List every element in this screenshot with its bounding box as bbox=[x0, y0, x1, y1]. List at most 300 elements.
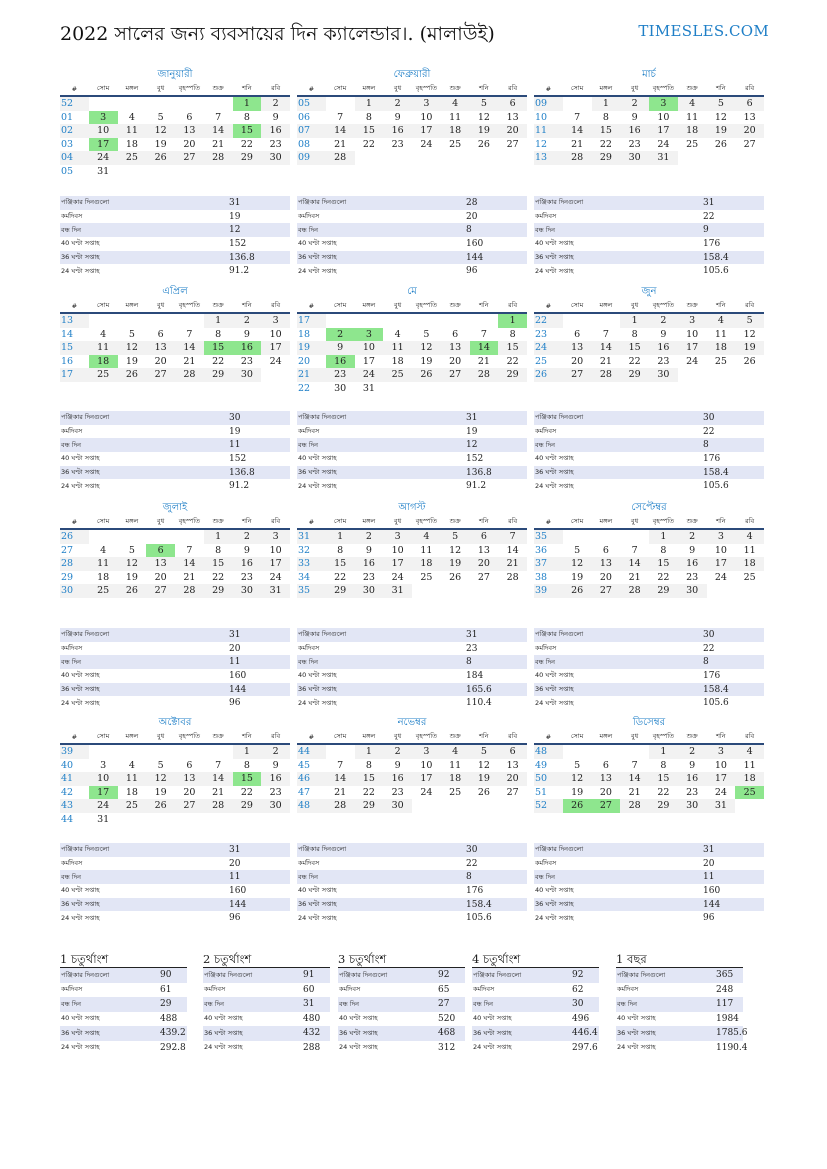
week-number: 48 bbox=[534, 744, 563, 759]
weekday-header: বৃহস্পতি bbox=[649, 515, 678, 529]
day-cell: 13 bbox=[175, 772, 204, 786]
day-cell: 12 bbox=[118, 557, 147, 571]
weekday-header: বুধ bbox=[620, 299, 649, 313]
day-cell: 13 bbox=[743, 111, 756, 123]
day-cell: 3 bbox=[261, 313, 290, 328]
day-cell: 28 bbox=[204, 799, 233, 813]
quarter-title: 4 চতুর্থাংশ bbox=[472, 951, 599, 968]
stat-value: 22 bbox=[466, 858, 478, 869]
stat-label: 36 ঘণ্টা সপ্তাহ bbox=[60, 683, 228, 697]
week-number: 19 bbox=[297, 341, 326, 355]
stat-row bbox=[534, 857, 764, 871]
week-number: 31 bbox=[297, 529, 326, 544]
week-number: 18 bbox=[298, 328, 311, 340]
week-number: 16 bbox=[61, 355, 74, 367]
week-number: 39 bbox=[60, 744, 89, 759]
week-row bbox=[297, 341, 527, 355]
day-cell: 19 bbox=[470, 772, 499, 786]
week-number: 11 bbox=[534, 124, 563, 138]
month-stats bbox=[297, 843, 527, 925]
stat-value: 136.8 bbox=[465, 466, 527, 480]
stat-value: 11 bbox=[228, 655, 290, 669]
day-cell: 17 bbox=[707, 557, 736, 571]
weekday-header: শুক্র bbox=[678, 730, 707, 744]
stat-value: 105.6 bbox=[466, 913, 492, 924]
day-cell: 24 bbox=[686, 355, 699, 367]
day-cell: 23 bbox=[240, 355, 253, 367]
month-calendar bbox=[297, 716, 527, 813]
week-row bbox=[534, 313, 764, 328]
stat-label: কর্মদিবস bbox=[61, 212, 83, 221]
stat-row bbox=[534, 642, 764, 656]
day-cell: 8 bbox=[660, 759, 667, 771]
day-cell: 29 bbox=[649, 799, 678, 813]
day-cell bbox=[355, 313, 384, 328]
day-cell bbox=[118, 744, 147, 759]
week-number: 39 bbox=[534, 584, 563, 598]
day-cell: 18 bbox=[441, 772, 470, 786]
day-cell bbox=[470, 584, 499, 598]
stat-value: 20 bbox=[229, 858, 241, 869]
day-cell bbox=[470, 382, 499, 396]
day-cell: 28 bbox=[620, 584, 649, 598]
day-cell: 5 bbox=[128, 328, 135, 340]
stat-row bbox=[60, 1041, 187, 1056]
stat-label: পঞ্জিকার দিনগুলো bbox=[60, 196, 228, 210]
week-row bbox=[60, 151, 290, 165]
day-cell bbox=[735, 151, 764, 165]
weekday-header: # bbox=[534, 82, 563, 96]
week-number: 38 bbox=[535, 571, 548, 583]
stat-label: বন্ধ দিন bbox=[297, 870, 465, 884]
day-cell: 13 bbox=[506, 759, 519, 771]
stat-row bbox=[60, 438, 290, 452]
stat-row bbox=[472, 997, 599, 1012]
weekday-header: সোম bbox=[89, 82, 118, 96]
stat-label: কর্মদিবস bbox=[339, 985, 361, 994]
day-cell: 23 bbox=[362, 571, 375, 583]
stat-row bbox=[60, 264, 290, 278]
holiday-day-cell: 3 bbox=[89, 111, 118, 125]
day-cell: 21 bbox=[599, 355, 612, 367]
stat-label: কর্মদিবস bbox=[298, 427, 320, 436]
day-cell bbox=[204, 96, 233, 111]
day-cell: 10 bbox=[391, 544, 404, 556]
day-cell: 23 bbox=[240, 571, 253, 583]
day-cell: 13 bbox=[441, 341, 470, 355]
day-cell: 8 bbox=[215, 544, 222, 556]
day-cell: 29 bbox=[355, 799, 384, 813]
stat-row bbox=[203, 1026, 330, 1041]
month-stats bbox=[297, 411, 527, 493]
stat-row bbox=[60, 411, 290, 425]
weekday-header: বুধ bbox=[620, 515, 649, 529]
week-row bbox=[297, 557, 527, 571]
stat-label: বন্ধ দিন bbox=[297, 438, 465, 452]
stat-label: 36 ঘণ্টা সপ্তাহ bbox=[60, 1026, 159, 1041]
day-cell: 18 bbox=[707, 341, 736, 355]
week-number: 17 bbox=[60, 368, 89, 382]
holiday-day-cell: 16 bbox=[326, 355, 355, 369]
stat-value: 22 bbox=[703, 643, 715, 654]
stat-label: 36 ঘণ্টা সপ্তাহ bbox=[203, 1026, 302, 1041]
day-cell: 9 bbox=[660, 328, 667, 340]
week-number: 44 bbox=[61, 813, 74, 825]
week-number: 21 bbox=[297, 368, 326, 382]
day-cell: 12 bbox=[477, 111, 490, 123]
day-cell bbox=[441, 799, 470, 813]
stat-label: 40 ঘণ্টা সপ্তাহ bbox=[298, 671, 337, 680]
day-cell: 10 bbox=[657, 111, 670, 123]
stat-value: 92 bbox=[437, 968, 465, 983]
day-cell: 20 bbox=[571, 355, 584, 367]
day-cell: 4 bbox=[441, 744, 470, 759]
day-cell bbox=[204, 813, 233, 827]
stat-row bbox=[534, 223, 764, 237]
week-number: 01 bbox=[61, 111, 74, 123]
day-cell bbox=[707, 584, 736, 598]
day-cell: 14 bbox=[204, 772, 233, 786]
day-cell: 25 bbox=[714, 355, 727, 367]
month-name: মার্চ bbox=[642, 69, 656, 80]
weekday-header: মঙ্গল bbox=[118, 730, 147, 744]
day-cell: 30 bbox=[261, 151, 290, 165]
day-cell: 23 bbox=[686, 571, 699, 583]
day-cell: 11 bbox=[743, 759, 756, 771]
stat-row bbox=[60, 210, 290, 224]
weekday-header: বৃহস্পতি bbox=[175, 730, 204, 744]
day-cell bbox=[735, 799, 764, 813]
weekday-header: বুধ bbox=[383, 299, 412, 313]
stat-label: 40 ঘণ্টা সপ্তাহ bbox=[204, 1014, 243, 1023]
stat-value: 110.4 bbox=[466, 698, 492, 709]
month-name: অক্টোবর bbox=[158, 717, 192, 728]
stat-value: 31 bbox=[465, 411, 527, 425]
day-cell: 20 bbox=[599, 786, 612, 798]
day-cell bbox=[146, 96, 175, 111]
day-cell: 24 bbox=[269, 571, 282, 583]
day-cell bbox=[326, 313, 355, 328]
day-cell bbox=[735, 368, 764, 382]
day-cell bbox=[146, 165, 175, 179]
month-table bbox=[534, 515, 764, 598]
stat-row bbox=[60, 857, 290, 871]
weekday-header: শুক্র bbox=[441, 299, 470, 313]
week-row bbox=[60, 544, 290, 558]
stat-value: 90 bbox=[159, 968, 187, 983]
stat-label: 36 ঘণ্টা সপ্তাহ bbox=[534, 898, 702, 912]
brand-link[interactable]: TIMESLES.COM bbox=[638, 22, 769, 40]
month-table bbox=[297, 82, 527, 165]
day-cell: 21 bbox=[334, 786, 347, 798]
week-number: 34 bbox=[298, 571, 311, 583]
stat-value: 60 bbox=[303, 984, 315, 995]
week-row bbox=[534, 341, 764, 355]
weekday-header: সোম bbox=[326, 82, 355, 96]
day-cell: 22 bbox=[212, 571, 225, 583]
stat-row bbox=[534, 870, 764, 884]
month-stats bbox=[534, 411, 764, 493]
weekday-header: বুধ bbox=[146, 82, 175, 96]
stat-value: 29 bbox=[159, 997, 187, 1012]
day-cell: 4 bbox=[735, 744, 764, 759]
weekday-header: বৃহস্পতি bbox=[649, 299, 678, 313]
week-number: 22 bbox=[534, 313, 563, 328]
day-cell: 23 bbox=[391, 786, 404, 798]
stat-value: 19 bbox=[466, 426, 478, 437]
day-cell: 18 bbox=[735, 772, 764, 786]
stat-row bbox=[534, 251, 764, 265]
day-cell: 18 bbox=[678, 124, 707, 138]
week-number: 45 bbox=[298, 759, 311, 771]
day-cell: 14 bbox=[620, 557, 649, 571]
stat-label: পঞ্জিকার দিনগুলো bbox=[60, 411, 228, 425]
day-cell: 27 bbox=[175, 151, 204, 165]
stat-value: 20 bbox=[703, 858, 715, 869]
stat-label: 36 ঘণ্টা সপ্তাহ bbox=[297, 466, 465, 480]
week-row bbox=[534, 355, 764, 369]
day-cell: 14 bbox=[506, 544, 519, 556]
stat-row bbox=[60, 1026, 187, 1041]
weekday-header: # bbox=[60, 515, 89, 529]
day-cell: 8 bbox=[365, 111, 372, 123]
day-cell: 25 bbox=[420, 571, 433, 583]
day-cell: 15 bbox=[355, 124, 384, 138]
month-calendar bbox=[60, 501, 290, 598]
stat-value: 136.8 bbox=[228, 466, 290, 480]
stat-row bbox=[534, 843, 764, 857]
day-cell: 10 bbox=[269, 544, 282, 556]
day-cell: 4 bbox=[128, 759, 135, 771]
month-table bbox=[534, 730, 764, 813]
stat-label: 24 ঘণ্টা সপ্তাহ bbox=[535, 698, 574, 707]
stat-value: 432 bbox=[302, 1026, 330, 1041]
day-cell: 28 bbox=[204, 151, 233, 165]
month-calendar bbox=[297, 285, 527, 395]
day-cell: 9 bbox=[243, 544, 250, 556]
week-number: 14 bbox=[61, 328, 74, 340]
holiday-day-cell: 18 bbox=[89, 355, 118, 369]
month-table bbox=[297, 730, 527, 813]
week-number: 41 bbox=[60, 772, 89, 786]
stat-value: 144 bbox=[228, 683, 290, 697]
day-cell bbox=[233, 813, 262, 827]
stat-value: 28 bbox=[465, 196, 527, 210]
weekday-header: মঙ্গল bbox=[592, 515, 621, 529]
stat-label: বন্ধ দিন bbox=[472, 997, 571, 1012]
stat-label: 40 ঘণ্টা সপ্তাহ bbox=[339, 1014, 378, 1023]
stat-value: 160 bbox=[229, 670, 247, 681]
stat-row bbox=[60, 466, 290, 480]
stat-label: বন্ধ দিন bbox=[534, 438, 702, 452]
day-cell: 7 bbox=[631, 759, 638, 771]
weekday-header: # bbox=[297, 515, 326, 529]
month-table bbox=[60, 82, 290, 178]
week-number: 52 bbox=[534, 799, 563, 813]
stat-label: কর্মদিবস bbox=[298, 644, 320, 653]
stat-value: 27 bbox=[437, 997, 465, 1012]
stat-row bbox=[297, 466, 527, 480]
day-cell: 21 bbox=[628, 571, 641, 583]
day-cell: 15 bbox=[326, 557, 355, 571]
stat-label: 40 ঘণ্টা সপ্তাহ bbox=[617, 1014, 656, 1023]
weekday-header: বৃহস্পতি bbox=[412, 730, 441, 744]
day-cell: 26 bbox=[477, 138, 490, 150]
week-number: 47 bbox=[298, 786, 311, 798]
quarter-title: 1 চতুর্থাংশ bbox=[60, 951, 187, 968]
weekday-header: মঙ্গল bbox=[592, 299, 621, 313]
stat-value: 23 bbox=[466, 643, 478, 654]
day-cell: 17 bbox=[261, 341, 290, 355]
day-cell: 17 bbox=[412, 124, 441, 138]
day-cell: 22 bbox=[657, 571, 670, 583]
week-row bbox=[60, 584, 290, 598]
weekday-header: মঙ্গল bbox=[592, 82, 621, 96]
day-cell: 14 bbox=[326, 124, 355, 138]
day-cell: 10 bbox=[686, 328, 699, 340]
month-name: এপ্রিল bbox=[162, 286, 188, 297]
week-number: 30 bbox=[60, 584, 89, 598]
week-number: 37 bbox=[534, 557, 563, 571]
stat-label: বন্ধ দিন bbox=[534, 870, 702, 884]
stat-label: 24 ঘণ্টা সপ্তাহ bbox=[61, 698, 100, 707]
day-cell bbox=[441, 313, 470, 328]
day-cell: 4 bbox=[100, 328, 107, 340]
quarter-block bbox=[203, 951, 330, 1055]
day-cell: 6 bbox=[157, 328, 164, 340]
day-cell: 16 bbox=[355, 557, 384, 571]
week-row bbox=[297, 328, 527, 342]
stat-value: 288 bbox=[303, 1042, 321, 1053]
weekday-header: রবি bbox=[261, 515, 290, 529]
day-cell: 19 bbox=[571, 786, 584, 798]
stat-label: বন্ধ দিন bbox=[534, 655, 702, 669]
month-table bbox=[60, 515, 290, 598]
stat-row bbox=[297, 479, 527, 493]
week-number: 08 bbox=[298, 138, 311, 150]
stat-row bbox=[297, 884, 527, 898]
stat-row bbox=[60, 843, 290, 857]
week-row bbox=[297, 313, 527, 328]
day-cell: 22 bbox=[334, 571, 347, 583]
day-cell: 8 bbox=[215, 328, 222, 340]
day-cell bbox=[470, 151, 499, 165]
day-cell: 1 bbox=[620, 313, 649, 328]
week-row bbox=[60, 368, 290, 382]
day-cell bbox=[498, 151, 527, 165]
week-row bbox=[297, 151, 527, 165]
day-cell: 28 bbox=[620, 799, 649, 813]
stat-label: পঞ্জিকার দিনগুলো bbox=[297, 843, 465, 857]
stat-value: 158.4 bbox=[702, 683, 764, 697]
stat-value: 117 bbox=[715, 997, 743, 1012]
week-row bbox=[60, 529, 290, 544]
day-cell: 29 bbox=[204, 368, 233, 382]
day-cell: 26 bbox=[563, 584, 592, 598]
weekday-header: সোম bbox=[89, 299, 118, 313]
weekday-header: # bbox=[297, 730, 326, 744]
week-row bbox=[60, 341, 290, 355]
day-cell: 2 bbox=[261, 744, 290, 759]
stat-value: 96 bbox=[466, 266, 478, 277]
day-cell bbox=[735, 584, 764, 598]
stat-label: কর্মদিবস bbox=[61, 859, 83, 868]
stat-row bbox=[60, 642, 290, 656]
stat-value: 11 bbox=[228, 438, 290, 452]
stat-value: 22 bbox=[703, 426, 715, 437]
day-cell: 13 bbox=[477, 544, 490, 556]
stat-label: কর্মদিবস bbox=[473, 985, 495, 994]
month-calendar bbox=[297, 68, 527, 165]
stat-label: পঞ্জিকার দিনগুলো bbox=[60, 968, 159, 983]
holiday-day-cell: 17 bbox=[89, 138, 118, 152]
day-cell: 2 bbox=[649, 313, 678, 328]
stat-value: 20 bbox=[466, 211, 478, 222]
day-cell: 9 bbox=[689, 544, 696, 556]
day-cell: 29 bbox=[649, 584, 678, 598]
day-cell: 16 bbox=[383, 772, 412, 786]
stat-label: পঞ্জিকার দিনগুলো bbox=[338, 968, 437, 983]
day-cell: 18 bbox=[97, 571, 110, 583]
month-table bbox=[534, 299, 764, 382]
stat-row bbox=[534, 479, 764, 493]
day-cell: 7 bbox=[215, 759, 222, 771]
week-row bbox=[297, 124, 527, 138]
day-cell: 15 bbox=[498, 341, 527, 355]
week-row bbox=[297, 96, 527, 111]
day-cell: 14 bbox=[326, 772, 355, 786]
day-cell: 2 bbox=[383, 96, 412, 111]
week-number: 28 bbox=[60, 557, 89, 571]
day-cell: 23 bbox=[628, 138, 641, 150]
stat-label: 40 ঘণ্টা সপ্তাহ bbox=[535, 239, 574, 248]
stat-row bbox=[297, 669, 527, 683]
holiday-day-cell: 26 bbox=[563, 799, 592, 813]
stat-value: 184 bbox=[466, 670, 484, 681]
stat-label: 24 ঘণ্টা সপ্তাহ bbox=[61, 481, 100, 490]
stat-label: পঞ্জিকার দিনগুলো bbox=[297, 628, 465, 642]
day-cell: 3 bbox=[707, 529, 736, 544]
day-cell bbox=[175, 744, 204, 759]
day-cell: 29 bbox=[620, 368, 649, 382]
day-cell: 17 bbox=[383, 557, 412, 571]
day-cell: 20 bbox=[470, 557, 499, 571]
day-cell: 13 bbox=[175, 124, 204, 138]
stat-row bbox=[60, 968, 187, 983]
stat-row bbox=[534, 669, 764, 683]
day-cell: 19 bbox=[571, 571, 584, 583]
weekday-header: সোম bbox=[326, 515, 355, 529]
stat-row bbox=[297, 857, 527, 871]
month-name: মে bbox=[407, 286, 417, 297]
weekday-header: বুধ bbox=[383, 515, 412, 529]
day-cell: 23 bbox=[686, 786, 699, 798]
day-cell: 28 bbox=[175, 584, 204, 598]
day-cell bbox=[261, 368, 290, 382]
day-cell: 4 bbox=[735, 529, 764, 544]
stat-row bbox=[297, 251, 527, 265]
day-cell: 29 bbox=[498, 368, 527, 382]
day-cell: 27 bbox=[175, 799, 204, 813]
day-cell: 18 bbox=[735, 557, 764, 571]
month-calendar bbox=[60, 285, 290, 382]
holiday-day-cell: 1 bbox=[233, 96, 262, 111]
day-cell: 6 bbox=[498, 744, 527, 759]
weekday-header: # bbox=[60, 299, 89, 313]
day-cell: 18 bbox=[125, 786, 138, 798]
day-cell: 1 bbox=[355, 744, 384, 759]
stat-label: 40 ঘণ্টা সপ্তাহ bbox=[298, 239, 337, 248]
